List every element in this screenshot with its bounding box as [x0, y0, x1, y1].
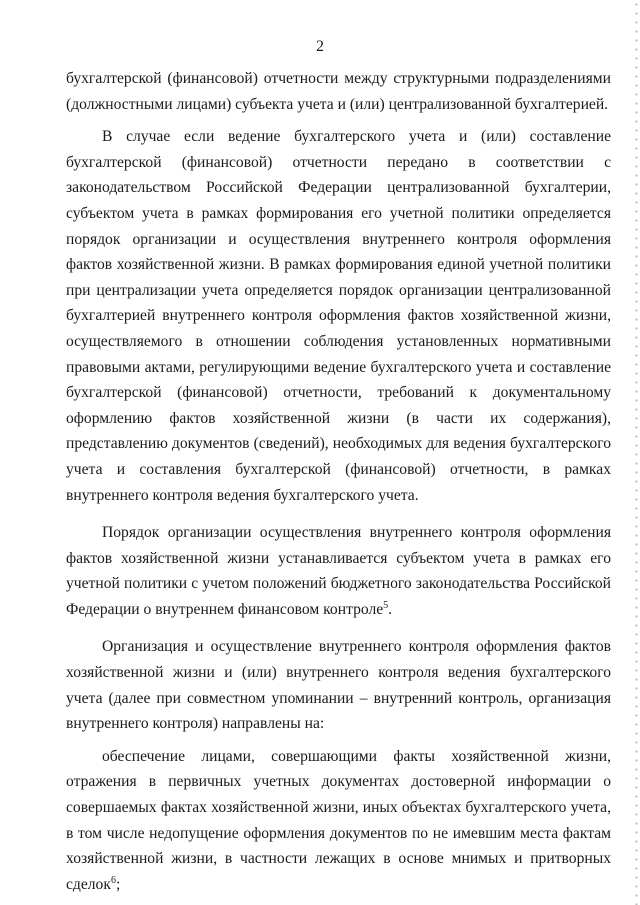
paragraph-text: В случае если ведение бухгалтерского учета и (или) составление бухгалтерской (финансовой) отчетности передано в соответствии с законодательством Российской Федерации централизованной бухгалтерии, субъектом учета в рамках формирования его учетной политики определяется порядок организации и осуществления внутреннего контроля оформления фактов хозяйственной жизни. В рамках формирования единой учетной политики при централизации учета определяется порядок организации централизованной бухгалтерией внутреннего контроля оформления фактов хозяйственной жизни, осуществляемого в отношении соблюдения установленных нормативными правовыми актами, регулирующими ведение бухгалтерского учета и составление бухгалтерской (финансовой) отчетности, требований к документальному оформлению фактов хозяйственной жизни (в части их содержания), представлению документов (сведений), необходимых для ведения бухгалтерского учета и составления бухгалтерской (финансовой) отчетности, в рамках внутреннего контроля ведения бухгалтерского учета.	[66, 128, 611, 504]
paragraph-tail: ;	[115, 875, 121, 893]
paragraph-text: Порядок организации осуществления внутреннего контроля оформления фактов хозяйственной жизни устанавливается субъектом учета в рамках его учетной политики с учетом положений бюджетного законодательства Российской Федерации о внутреннем финансовом контроле	[66, 524, 611, 618]
document-body	[66, 66, 611, 897]
paragraph-text: Организация и осуществление внутреннего контроля оформления фактов хозяйственной жизни и (или) внутреннего контроля ведения бухгалтерского учета (далее при совместном упоминании – внутренний контроль, организация внутреннего контроля) направлены на:	[66, 638, 611, 733]
page-number: 2	[316, 38, 324, 55]
paragraph-list-item	[66, 744, 611, 898]
paragraph-control-objectives	[66, 634, 611, 736]
paragraph-text: обеспечение лицами, совершающими факты хозяйственной жизни, отражения в первичных учетных документах достоверной информации о совершаемых фактах хозяйственной жизни, иных объектах бухгалтерского учета, в том числе недопущение оформления документов по не имевшим места фактам хозяйственной жизни, в частности лежащих в основе мнимых и притворных сделок	[66, 747, 611, 893]
scan-edge-artifact	[635, 0, 638, 905]
paragraph-text: бухгалтерской (финансовой) отчетности между структурными подразделениями (должностными лицами) субъекта учета и (или) централизованной бухгалтерией.	[66, 70, 611, 113]
paragraph-centralized-accounting	[66, 124, 611, 508]
paragraph-continuation	[66, 66, 611, 117]
paragraph-control-procedure	[66, 520, 611, 622]
footnote-marker: 5	[383, 599, 389, 611]
footnote-marker: 6	[110, 874, 116, 886]
paragraph-tail: .	[388, 600, 393, 618]
